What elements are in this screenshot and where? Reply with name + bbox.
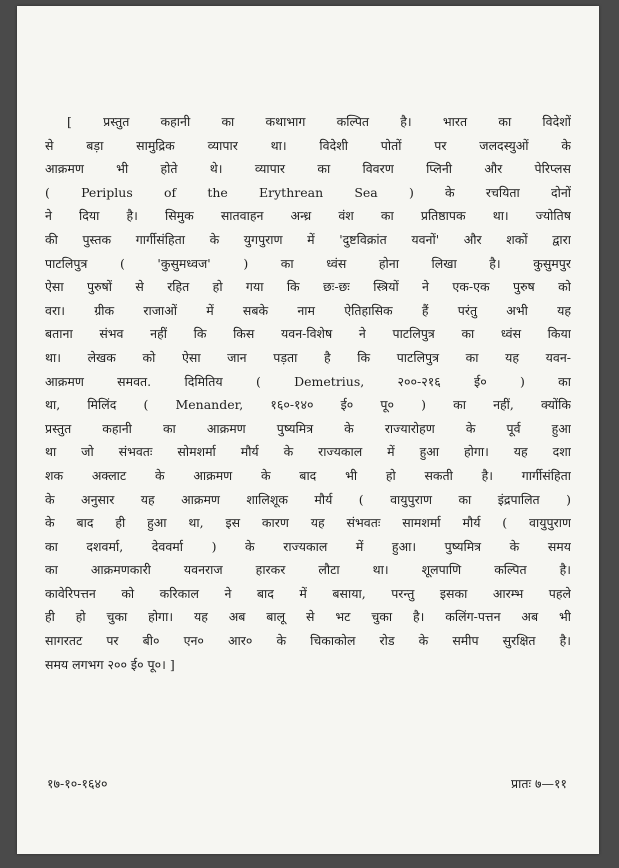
text-line: सागरतट पर बी० एन० आर० के चिकाकोल रोड के समीप सुरक्षित है।	[45, 633, 571, 649]
text-line: का आक्रमणकारी यवनराज हारकर लौटा था। शूलपाणि कल्पित है।	[45, 562, 571, 578]
text-line: का दशवर्मा, देववर्मा ) के राज्यकाल में हुआ। पुष्यमित्र के समय	[45, 538, 571, 554]
text-line: [ प्रस्तुत कहानी का कथाभाग कल्पित है। भारत का विदेशों	[67, 114, 571, 129]
text-line: की पुस्तक गार्गीसंहिता के युगपुराण में 'दुष्टविक्रांत यवनों' और शकों द्वारा	[45, 231, 571, 247]
text-line: ( Periplus of the Erythrean Sea ) के रचयिता दोनों	[45, 184, 571, 200]
text-line: आक्रमण भी होते थे। व्यापार का विवरण प्लिनी और पेरिप्लस	[45, 161, 571, 177]
text-line: समय लगभग २०० ई० पू०। ]	[45, 656, 175, 672]
text-line: ऐसा पुरुषों से रहित हो गया कि छः-छः स्त्रियों ने एक-एक पुरुष को	[45, 279, 571, 295]
text-line: था जो संभवतः सोमशर्मा मौर्य के राज्यकाल में हुआ होगा। यह दशा	[45, 444, 571, 460]
text-line: था, मिलिंद ( Menander, १६०-१४० ई० पू० ) का नहीं, क्योंकि	[45, 397, 571, 413]
text-line: ही हो चुका होगा। यह अब बालू से भट चुका है। कलिंग-पत्तन अब भी	[45, 609, 571, 625]
text-line: था। लेखक को ऐसा जान पड़ता है कि पाटलिपुत्र का यह यवन-	[45, 349, 571, 365]
text-line: के बाद ही हुआ था, इस कारण यह संभवतः सामशर्मा मौर्य ( वायुपुराण	[45, 515, 571, 531]
text-line: शक अक्लाट के आक्रमण के बाद भी हो सकती है। गार्गीसंहिता	[45, 467, 571, 483]
text-line: से बड़ा सामुद्रिक व्यापार था। विदेशी पोतों पर जलदस्युओं के	[45, 137, 571, 153]
text-line: वरा। ग्रीक राजाओं में सबके नाम ऐतिहासिक हैं परंतु अभी यह	[45, 302, 571, 318]
text-line: बताना संभव नहीं कि किस यवन-विशेष ने पाटलिपुत्र का ध्वंस किया	[45, 326, 571, 342]
text-line: प्रस्तुत कहानी का आक्रमण पुष्यमित्र के राज्यारोहण के पूर्व हुआ	[45, 420, 571, 436]
text-line: पाटलिपुत्र ( 'कुसुमध्वज' ) का ध्वंस होना लिखा है। कुसुमपुर	[45, 255, 571, 271]
text-line: के अनुसार यह आक्रमण शालिशूक मौर्य ( वायुपुराण का इंद्रपालित )	[45, 491, 571, 507]
footer-time: प्रातः ७—११	[511, 776, 567, 791]
document-page	[17, 6, 599, 854]
paragraph	[45, 110, 571, 676]
text-line: आक्रमण समवत. दिमितिय ( Demetrius, २००-२१६ ई० ) का	[45, 373, 571, 389]
footer-date: १७-१०-१६४०	[47, 776, 108, 791]
text-line: कावेरिपत्तन को करिकाल ने बाद में बसाया, परन्तु इसका आरम्भ पहले	[45, 585, 571, 601]
text-line: ने दिया है। सिमुक सातवाहन अन्ध्र वंश का प्रतिष्ठापक था। ज्योतिष	[45, 208, 571, 224]
